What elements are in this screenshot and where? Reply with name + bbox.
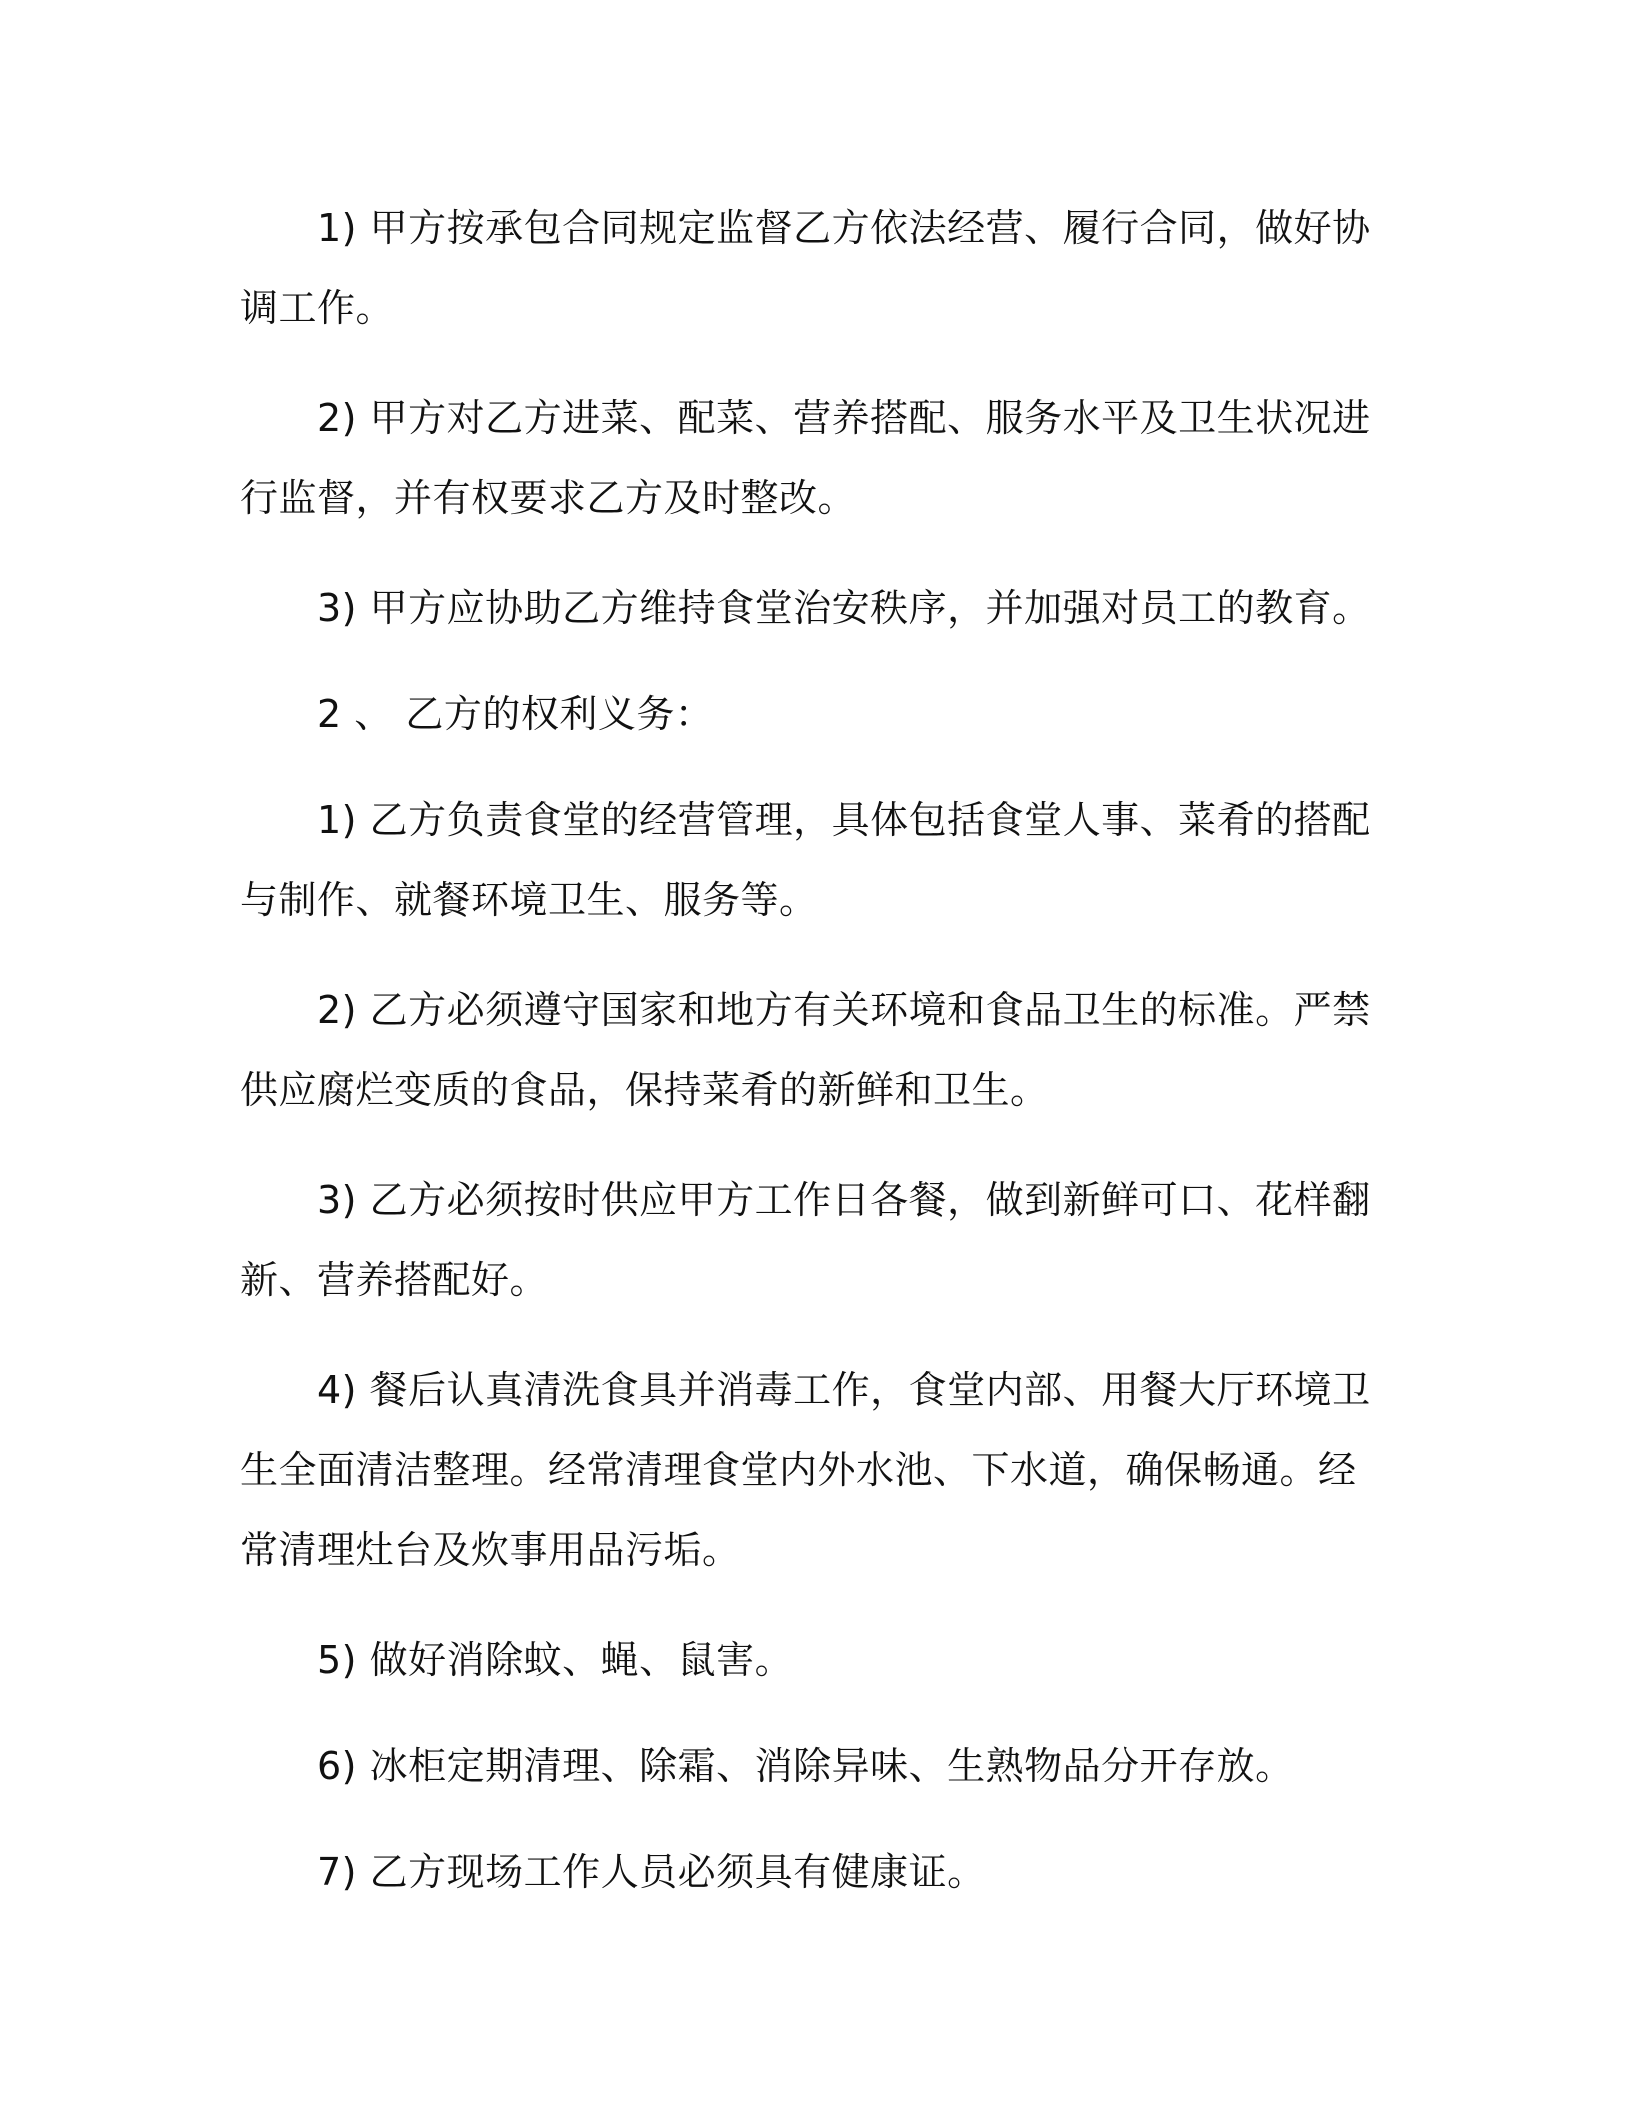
paragraph-party-a-2: 2) 甲方对乙方进菜、配菜、营养搭配、服务水平及卫生状况进行监督，并有权要求乙方及时整改。	[240, 396, 1371, 520]
document-body	[240, 188, 1375, 1912]
paragraph-party-b-4: 4) 餐后认真清洗食具并消毒工作，食堂内部、用餐大厅环境卫生全面清洁整理。经常清理食堂内外水池、下水道，确保畅通。经常清理灶台及炊事用品污垢。	[240, 1368, 1371, 1572]
paragraph-party-b-1: 1) 乙方负责食堂的经营管理，具体包括食堂人事、菜肴的搭配与制作、就餐环境卫生、服务等。	[240, 798, 1371, 922]
paragraph-party-b-2: 2) 乙方必须遵守国家和地方有关环境和食品卫生的标准。严禁供应腐烂变质的食品，保持菜肴的新鲜和卫生。	[240, 988, 1371, 1112]
paragraph-party-a-3: 3) 甲方应协助乙方维持食堂治安秩序，并加强对员工的教育。	[317, 586, 1371, 630]
paragraph-party-b-5: 5) 做好消除蚊、蝇、鼠害。	[317, 1638, 794, 1682]
paragraph-party-a-1: 1) 甲方按承包合同规定监督乙方依法经营、履行合同，做好协调工作。	[240, 206, 1371, 330]
section-heading-party-b: 2 、 乙方的权利义务：	[317, 692, 714, 736]
paragraph-party-b-7: 7) 乙方现场工作人员必须具有健康证。	[317, 1850, 986, 1894]
paragraph-party-b-3: 3) 乙方必须按时供应甲方工作日各餐，做到新鲜可口、花样翻新、营养搭配好。	[240, 1178, 1371, 1302]
paragraph-party-b-6: 6) 冰柜定期清理、除霜、消除异味、生熟物品分开存放。	[317, 1744, 1294, 1788]
